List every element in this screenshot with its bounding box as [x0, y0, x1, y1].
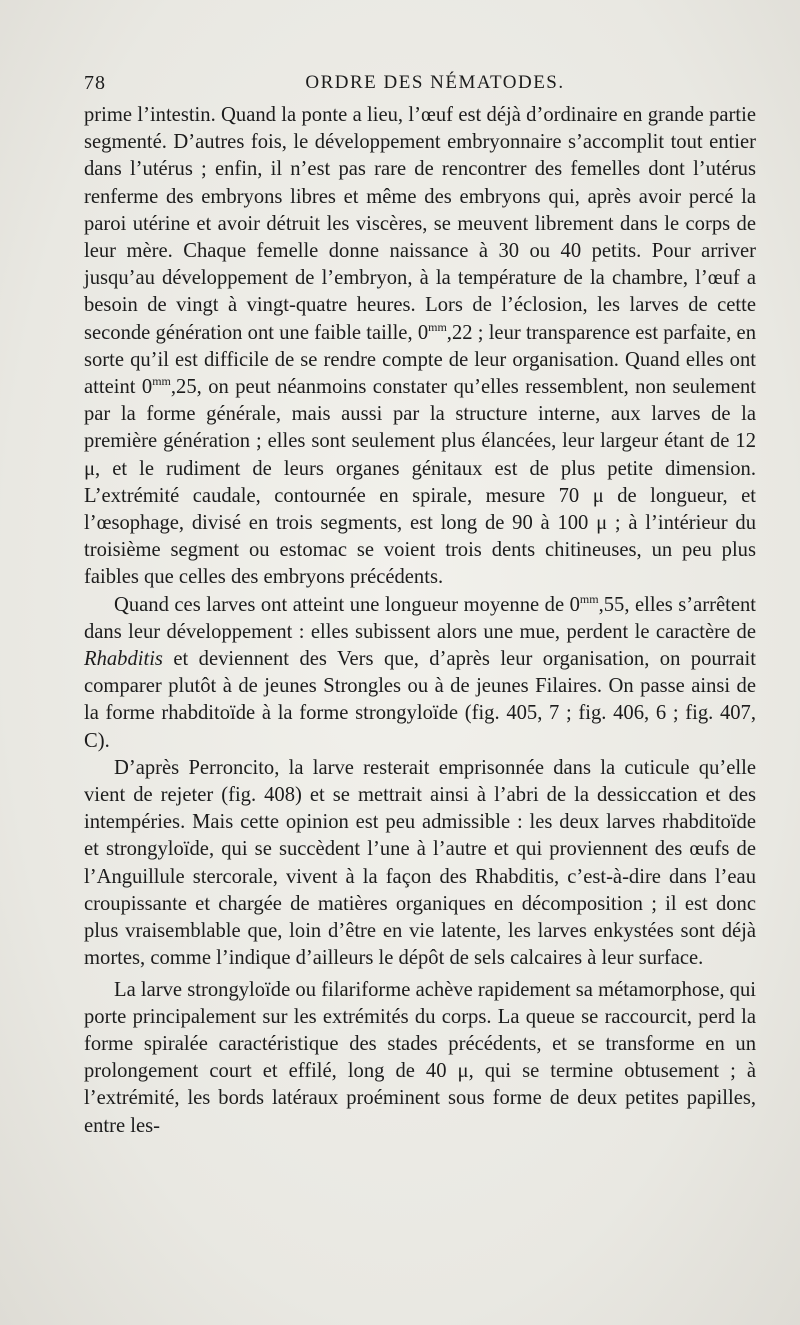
unit-superscript: mm [152, 374, 171, 389]
body-text [84, 102, 756, 1140]
paragraph-4: La larve strongyloïde ou filariforme achève rapidement sa métamorphose, qui porte principalement sur les extrémités du corps. La queue se raccourcit, perd la forme spiralée caractéristique des stades précédents, et se transforme en un prolongement court et effilé, long de 40 μ, qui se termine obtusement ; à l’extrémité, les bords latéraux proéminent sous forme de deux petites papilles, entre les- [84, 978, 756, 1137]
paragraph-2: Quand ces larves ont atteint une longueur moyenne de $0^{mm},55$, elles s’arrêtent dans leur développement : elles subissent alors une mue, perdent le caractère de Rhabditis et deviennent des Vers que, d’après leur organisation, on pourrait comparer plutôt à de jeunes Strongles ou à de jeunes Filaires. On passe ainsi de la forme rhabditoïde à la forme strongyloïde (fig. 405, 7 ; fig. 406, 6 ; fig. 407, C). [84, 591, 756, 752]
paragraph-1: prime l’intestin. Quand la ponte a lieu, l’œuf est déjà d’ordinaire en grande partie segmenté. D’autres fois, le développement embryonnaire s’accomplit tout entier dans l’utérus ; enfin, il n’est pas rare de rencontrer des femelles dont l’utérus renferme des embryons libres et même des embryons qui, après avoir percé la paroi utérine et avoir détruit les viscères, se meuvent librement dans le corps de leur mère. Chaque femelle donne naissance à 30 ou 40 petits. Pour arriver jusqu’au développement de l’embryon, à la température de la chambre, l’œuf a besoin de vingt à vingt-quatre heures. Lors de l’éclosion, les larves de cette seconde génération ont une faible taille, $0^{mm},22$ ; leur transparence est parfaite, en sorte qu’il est difficile de se rendre compte de leur organisation. Quand elles ont atteint $0^{mm},25$, on peut néanmoins constater qu’elles ressemblent, non seulement par la forme générale, mais aussi par la structure interne, aux larves de la première génération ; elles sont seulement plus élancées, leur largeur étant de 12 μ, et le rudiment de leurs organes génitaux est de plus petite dimension. L’extrémité caudale, contournée en spirale, mesure 70 μ de longueur, et l’œsophage, divisé en trois segments, est long de 90 à 100 μ ; à l’intérieur du troisième segment ou estomac se voient trois dents chitineuses, un peu plus faibles que celles des embryons précédents. [84, 104, 756, 589]
page-number: 78 [84, 72, 106, 94]
genus-name-italic: Rhabditis [84, 648, 163, 671]
paragraph-3: D’après Perroncito, la larve resterait emprisonnée dans la cuticule qu’elle vient de rejeter (fig. 408) et se mettrait ainsi à l’abri de la dessiccation et des intempéries. Mais cette opinion est peu admissible : les deux larves rhabditoïde et strongyloïde, qui se succèdent l’une à l’autre et qui proviennent des œufs de l’Anguillule stercorale, vivent à la façon des Rhabditis, c’est-à-dire dans l’eau croupissante et chargée de matières organiques en décomposition ; il est donc plus vraisemblable que, loin d’être en vie latente, les larves enkystées sont déjà mortes, comme l’indique d’ailleurs le dépôt de sels calcaires à leur surface. [84, 756, 756, 970]
running-title: ORDRE DES NÉMATODES. [305, 72, 565, 93]
unit-superscript: mm [579, 591, 599, 606]
page-header [84, 62, 756, 102]
unit-superscript: mm [428, 319, 447, 334]
